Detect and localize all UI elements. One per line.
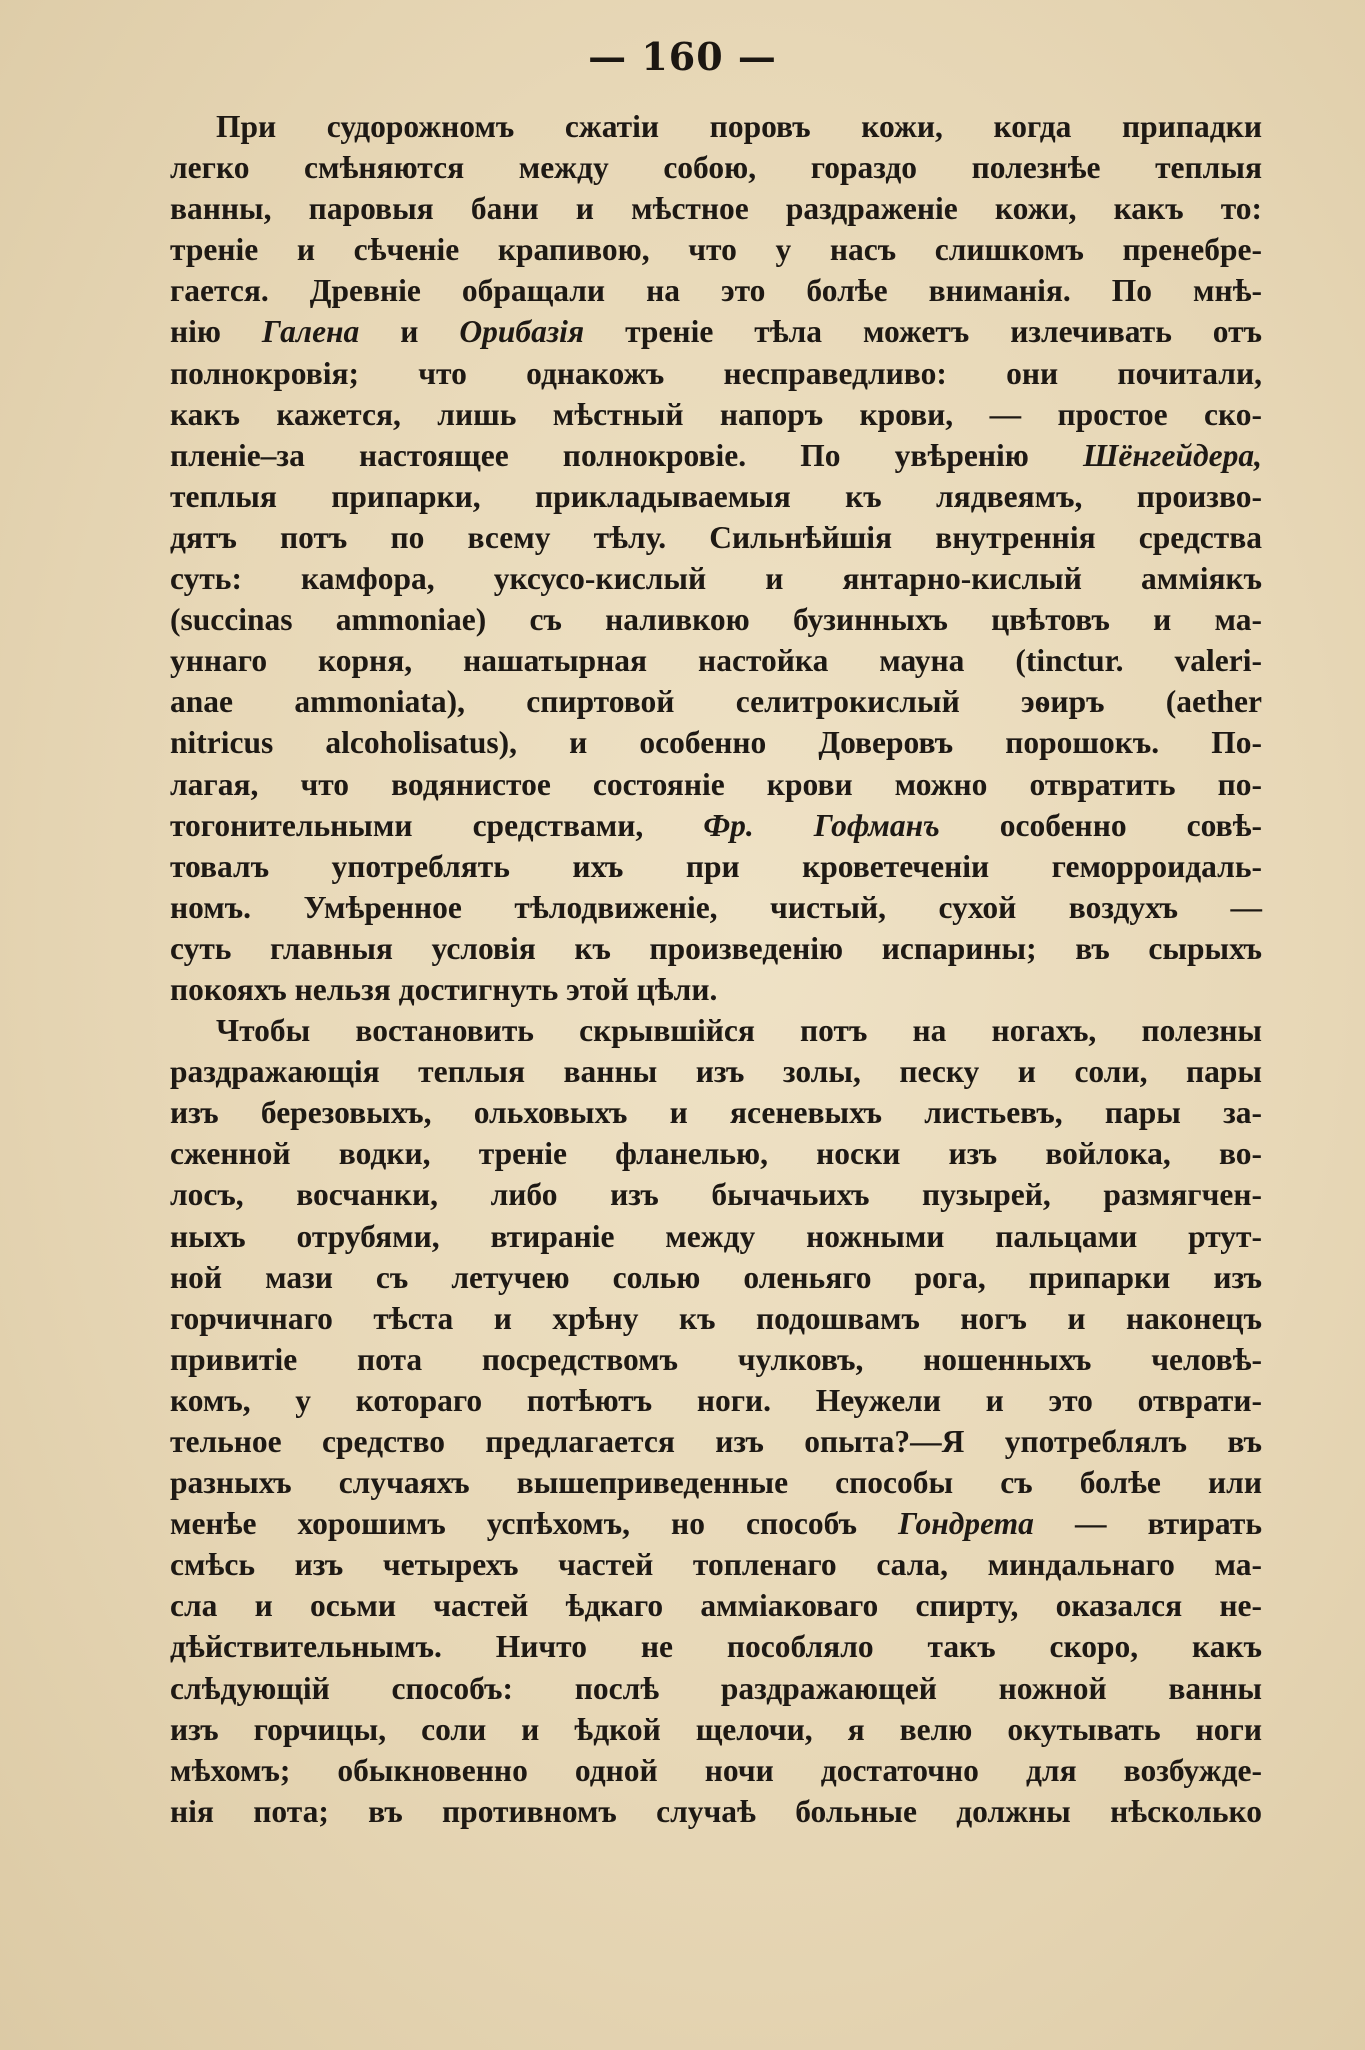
text-line [170,1585,1262,1626]
line-text: разныхъ случаяхъ вышеприведенные способы съ болѣе или [170,1465,1262,1501]
text-line [170,1626,1262,1667]
text-line [170,311,1262,352]
text-line [170,1051,1262,1092]
text-line [170,1462,1262,1503]
line-text: (succinas ammoniae) съ наливкою бузинныхъ цвѣтовъ и ма- [170,602,1262,638]
line-text: полнокровія; что однакожъ несправедливо: они почитали, [170,355,1262,391]
text-line [170,1380,1262,1421]
line-text: номъ. Умѣренное тѣлодвиженіе, чистый, сухой воздухъ — [170,889,1262,925]
line-text: ныхъ отрубями, втираніе между ножными пальцами ртут- [170,1218,1262,1254]
line-text: особенно совѣ- [939,807,1263,843]
text-line [170,1791,1262,1832]
author-name-italic: Орибазія [459,314,585,350]
line-text: лосъ, восчанки, либо изъ бычачьихъ пузырей, размягчен- [170,1177,1262,1213]
text-line [170,1668,1262,1709]
line-text: покояхъ нельзя достигнуть этой цѣли. [170,971,718,1007]
line-text: мѣхомъ; обыкновенно одной ночи достаточно для возбужде- [170,1752,1262,1788]
paragraph-2 [170,1010,1262,1832]
line-text: тельное средство предлагается изъ опыта?—Я употреблялъ въ [170,1424,1262,1459]
text-line [170,1421,1262,1462]
text-line [170,722,1262,763]
line-text: треніе тѣла можетъ излечивать отъ [584,314,1262,350]
text-line [170,640,1262,681]
paragraph-1 [170,106,1262,1010]
text-line [170,1010,1262,1051]
line-text: слѣдующій способъ: послѣ раздражающей ножной ванны [170,1670,1262,1706]
line-text: гается. Древніе обращали на это болѣе вниманія. По мнѣ- [170,273,1262,309]
line-text: изъ горчицы, соли и ѣдкой щелочи, я велю окутывать ноги [170,1711,1262,1747]
line-text: дятъ потъ по всему тѣлу. Сильнѣйшія внутреннія средства [170,519,1262,555]
line-text: nitricus alcoholisatus), и особенно Доверовъ порошокъ. По- [170,725,1262,761]
text-line [170,188,1262,229]
line-text: уннаго корня, нашатырная настойка мауна (tinctur. valeri- [170,643,1262,679]
page-number: — 160 — [588,34,777,79]
text-line [170,270,1262,311]
line-text: и [359,314,460,350]
text-line [170,106,1262,147]
line-text: сла и осьми частей ѣдкаго амміаковаго спирту, оказался не- [170,1588,1262,1624]
text-line [170,681,1262,722]
line-text: лагая, что водянистое состояніе крови можно отвратить по- [170,766,1262,802]
text-line [170,147,1262,188]
text-line [170,805,1262,846]
line-text: Чтобы востановить скрывшійся потъ на ногахъ, полезны [216,1013,1262,1049]
line-text: менѣе хорошимъ успѣхомъ, но способъ [170,1506,899,1542]
page-body-text [170,106,1262,1832]
line-text: дѣйствительнымъ. Ничто не пособляло такъ скоро, какъ [170,1629,1262,1665]
line-text: изъ березовыхъ, ольховыхъ и ясеневыхъ листьевъ, пары за- [170,1095,1262,1131]
line-text: суть: камфора, уксусо-кислый и янтарно-кислый аммiякъ [170,561,1262,597]
text-line [170,764,1262,805]
line-text: нія пота; въ противномъ случаѣ больные должны нѣсколько [170,1793,1262,1829]
line-text: теплыя припарки, прикладываемыя къ лядвеямъ, произво- [170,478,1262,514]
line-text: товалъ употреблять ихъ при кроветеченіи геморроидаль- [170,848,1262,884]
line-text: ной мази съ летучею солью оленьяго рога, припарки изъ [170,1259,1262,1295]
text-line [170,1750,1262,1791]
text-line [170,1092,1262,1133]
text-line [170,1544,1262,1585]
line-text: При судорожномъ сжатіи поровъ кожи, когда припадки [216,109,1262,144]
line-text: пленіе–за настоящее полнокровіе. По увѣренію [170,437,1083,473]
line-text: суть главныя условія къ произведенію испарины; въ сырыхъ [170,930,1262,966]
text-line [170,846,1262,887]
line-text: — втирать [1033,1506,1262,1542]
text-line [170,476,1262,517]
text-line [170,969,1262,1010]
text-line [170,928,1262,969]
author-name-italic: Шёнгейдера, [1082,437,1262,473]
text-line [170,599,1262,640]
text-line [170,1339,1262,1380]
line-text: тогонительными средствами, [170,807,704,843]
line-text: раздражающія теплыя ванны изъ золы, песку и соли, пары [170,1054,1262,1090]
text-line [170,435,1262,476]
author-name-italic: Галена [261,314,360,350]
text-line [170,887,1262,928]
text-line [170,394,1262,435]
author-name-italic: Фр. Гофманъ [703,807,940,843]
line-text: ванны, паровыя бани и мѣстное раздраженіе кожи, какъ то: [170,191,1262,227]
line-text: привитіе пота посредствомъ чулковъ, ношенныхъ человѣ- [170,1341,1262,1377]
text-line [170,1133,1262,1174]
text-line [170,1216,1262,1257]
text-line [170,517,1262,558]
text-line [170,558,1262,599]
line-text: легко смѣняются между собою, гораздо полезнѣе теплыя [170,150,1262,186]
text-line [170,1257,1262,1298]
line-text: сженной водки, треніе фланелью, носки изъ войлока, во- [170,1136,1262,1172]
line-text: anae ammoniata), спиртовой селитрокислый эѳиръ (aether [170,684,1262,720]
author-name-italic: Гондрета [898,1506,1034,1542]
line-text: горчичнаго тѣста и хрѣну къ подошвамъ ногъ и наконецъ [170,1300,1262,1336]
line-text: какъ кажется, лишь мѣстный напоръ крови, — простое ско- [170,396,1262,432]
text-line [170,353,1262,394]
text-line [170,1174,1262,1215]
line-text: смѣсь изъ четырехъ частей топленаго сала, миндальнаго ма- [170,1547,1262,1583]
text-line [170,229,1262,270]
text-line [170,1298,1262,1339]
line-text: треніе и сѣченіе крапивою, что у насъ слишкомъ пренебре- [170,232,1262,268]
line-text: комъ, у котораго потѣютъ ноги. Неужели и это отврати- [170,1382,1262,1418]
text-line [170,1503,1262,1544]
line-text: нію [170,314,262,350]
text-line [170,1709,1262,1750]
